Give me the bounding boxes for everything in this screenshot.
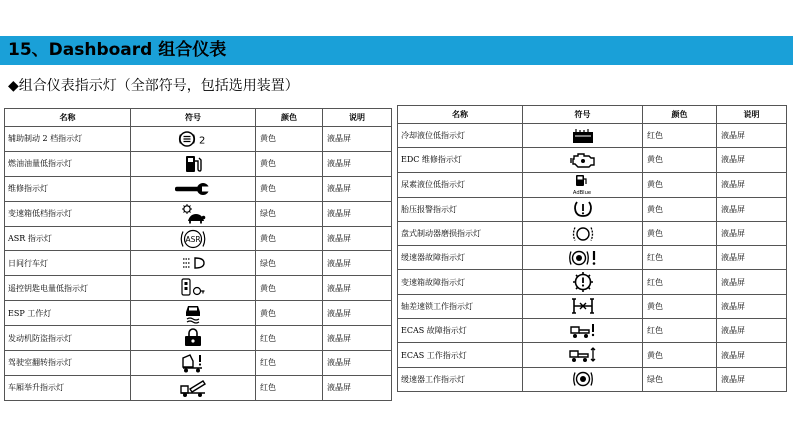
indicator-note: 液晶屏 <box>717 367 787 391</box>
indicator-color: 红色 <box>643 124 717 148</box>
indicator-symbol <box>523 294 643 318</box>
indicator-color: 红色 <box>256 375 323 400</box>
indicator-symbol <box>523 148 643 172</box>
axle-diff-lock-icon <box>570 296 596 316</box>
table-header-row <box>5 109 392 127</box>
indicator-symbol <box>523 319 643 343</box>
indicator-name: 缓速器故障指示灯 <box>398 246 523 270</box>
indicator-symbol <box>131 251 256 276</box>
indicator-symbol <box>131 176 256 201</box>
indicator-color: 黄色 <box>643 343 717 367</box>
indicator-name: 尿素液位低指示灯 <box>398 172 523 197</box>
indicator-name: 缓速器工作指示灯 <box>398 367 523 391</box>
indicator-note: 液晶屏 <box>323 151 392 176</box>
indicator-name: EDC 维修指示灯 <box>398 148 523 172</box>
indicator-symbol <box>131 201 256 226</box>
header-name: 名称 <box>5 109 131 127</box>
adblue-icon-label: AdBlue <box>572 189 591 196</box>
indicator-note: 液晶屏 <box>323 375 392 400</box>
indicator-note: 液晶屏 <box>717 246 787 270</box>
indicator-color: 黄色 <box>256 151 323 176</box>
header-name: 名称 <box>398 106 523 124</box>
esp-skid-icon <box>182 302 204 324</box>
indicator-color: 黄色 <box>256 176 323 201</box>
indicator-color: 绿色 <box>256 201 323 226</box>
tire-pressure-icon <box>572 199 594 219</box>
table-row <box>398 172 787 197</box>
indicator-note: 液晶屏 <box>323 127 392 152</box>
table-row <box>5 127 392 152</box>
indicator-name: 燃油油量低指示灯 <box>5 151 131 176</box>
indicator-note: 液晶屏 <box>323 276 392 301</box>
indicator-symbol <box>131 326 256 351</box>
table-row <box>5 351 392 376</box>
indicator-note: 液晶屏 <box>323 351 392 376</box>
auxiliary-brake-icon-label: 2 <box>199 135 206 147</box>
indicator-color: 红色 <box>643 319 717 343</box>
indicator-color: 绿色 <box>256 251 323 276</box>
indicator-note: 液晶屏 <box>323 326 392 351</box>
indicator-table-right <box>397 105 787 392</box>
indicator-name: 冷却液位低指示灯 <box>398 124 523 148</box>
table-row <box>398 148 787 172</box>
indicator-note: 液晶屏 <box>323 176 392 201</box>
header-note: 说明 <box>717 106 787 124</box>
brake-pad-wear-icon <box>571 224 595 244</box>
indicator-color: 绿色 <box>643 367 717 391</box>
indicator-name: 遥控钥匙电量低指示灯 <box>5 276 131 301</box>
coolant-level-icon <box>571 126 595 146</box>
indicator-symbol <box>131 375 256 400</box>
indicator-color: 红色 <box>256 326 323 351</box>
indicator-note: 液晶屏 <box>323 226 392 251</box>
asr-icon-label: ASR <box>185 234 201 244</box>
daytime-running-light-icon <box>181 256 205 270</box>
indicator-note: 液晶屏 <box>323 201 392 226</box>
table-row <box>5 226 392 251</box>
header-note: 说明 <box>323 109 392 127</box>
table-row <box>398 270 787 294</box>
table-row <box>398 294 787 318</box>
indicator-name: ECAS 工作指示灯 <box>398 343 523 367</box>
indicator-name: ASR 指示灯 <box>5 226 131 251</box>
table-row <box>5 201 392 226</box>
table-row <box>398 197 787 221</box>
table-row <box>5 326 392 351</box>
indicator-color: 黄色 <box>643 294 717 318</box>
indicator-color: 黄色 <box>256 276 323 301</box>
indicator-name: 变速箱故障指示灯 <box>398 270 523 294</box>
adblue-level-icon <box>570 173 596 197</box>
table-row <box>5 375 392 400</box>
table-row <box>5 176 392 201</box>
indicator-symbol <box>523 367 643 391</box>
ecas-fault-icon <box>569 321 597 341</box>
engine-immobilizer-icon <box>182 328 204 348</box>
indicator-name: 日间行车灯 <box>5 251 131 276</box>
remote-key-battery-icon <box>180 277 206 299</box>
indicator-name: 维修指示灯 <box>5 176 131 201</box>
indicator-color: 黄色 <box>256 127 323 152</box>
table-row <box>398 343 787 367</box>
indicator-color: 黄色 <box>643 148 717 172</box>
table-row <box>398 367 787 391</box>
indicator-symbol <box>523 172 643 197</box>
indicator-symbol <box>131 127 256 152</box>
indicator-color: 红色 <box>643 246 717 270</box>
indicator-note: 液晶屏 <box>717 270 787 294</box>
wrench-icon <box>175 182 211 196</box>
indicator-symbol <box>131 301 256 326</box>
indicator-note: 液晶屏 <box>717 319 787 343</box>
table-row <box>5 301 392 326</box>
indicator-color: 黄色 <box>643 172 717 197</box>
indicator-name: 胎压报警指示灯 <box>398 197 523 221</box>
indicator-note: 液晶屏 <box>717 221 787 245</box>
indicator-note: 液晶屏 <box>717 294 787 318</box>
indicator-color: 黄色 <box>643 221 717 245</box>
low-gear-turtle-icon <box>180 203 206 225</box>
indicator-name: 盘式制动器磨损指示灯 <box>398 221 523 245</box>
indicator-name: 轴差速锁工作指示灯 <box>398 294 523 318</box>
header-symbol: 符号 <box>131 109 256 127</box>
retarder-working-icon <box>570 369 596 389</box>
dump-body-lift-icon <box>179 378 207 398</box>
table-header-row <box>398 106 787 124</box>
table-row <box>398 124 787 148</box>
indicator-note: 液晶屏 <box>717 172 787 197</box>
indicator-color: 黄色 <box>256 301 323 326</box>
indicator-symbol <box>523 124 643 148</box>
indicator-symbol <box>523 197 643 221</box>
indicator-color: 黄色 <box>643 197 717 221</box>
ecas-working-icon <box>568 345 598 365</box>
indicator-symbol <box>131 226 256 251</box>
indicator-symbol <box>523 270 643 294</box>
retarder-fault-icon <box>568 248 598 268</box>
table-row <box>5 151 392 176</box>
table-row <box>398 246 787 270</box>
indicator-name: 发动机防盗指示灯 <box>5 326 131 351</box>
page-title: 15、Dashboard 组合仪表 <box>8 40 227 60</box>
indicator-symbol <box>131 151 256 176</box>
header-symbol: 符号 <box>523 106 643 124</box>
table-row <box>5 251 392 276</box>
indicator-note: 液晶屏 <box>717 343 787 367</box>
asr-icon <box>179 228 207 250</box>
indicator-color: 黄色 <box>256 226 323 251</box>
indicator-symbol <box>523 343 643 367</box>
indicator-note: 液晶屏 <box>323 251 392 276</box>
indicator-symbol <box>523 221 643 245</box>
indicator-name: 变速箱低档指示灯 <box>5 201 131 226</box>
indicator-name: ESP 工作灯 <box>5 301 131 326</box>
table-row <box>5 276 392 301</box>
indicator-note: 液晶屏 <box>323 301 392 326</box>
title-bar <box>0 36 793 65</box>
indicator-note: 液晶屏 <box>717 197 787 221</box>
auxiliary-brake-icon <box>178 130 208 148</box>
indicator-note: 液晶屏 <box>717 148 787 172</box>
header-color: 颜色 <box>643 106 717 124</box>
table-row <box>398 221 787 245</box>
indicator-color: 红色 <box>643 270 717 294</box>
engine-check-icon <box>569 151 597 169</box>
indicator-name: 辅助制动 2 档指示灯 <box>5 127 131 152</box>
indicator-name: 车厢举升指示灯 <box>5 375 131 400</box>
table-row <box>398 319 787 343</box>
cab-tilt-icon <box>180 352 206 374</box>
indicator-name: ECAS 故障指示灯 <box>398 319 523 343</box>
indicator-note: 液晶屏 <box>717 124 787 148</box>
section-subtitle: ◆组合仪表指示灯（全部符号，包括选用装置） <box>8 78 299 94</box>
indicator-color: 红色 <box>256 351 323 376</box>
indicator-name: 驾驶室翻转指示灯 <box>5 351 131 376</box>
transmission-fault-icon <box>571 271 595 293</box>
indicator-table-left <box>4 108 392 401</box>
header-color: 颜色 <box>256 109 323 127</box>
fuel-pump-icon <box>184 154 202 174</box>
indicator-symbol <box>131 276 256 301</box>
indicator-symbol <box>523 246 643 270</box>
indicator-symbol <box>131 351 256 376</box>
